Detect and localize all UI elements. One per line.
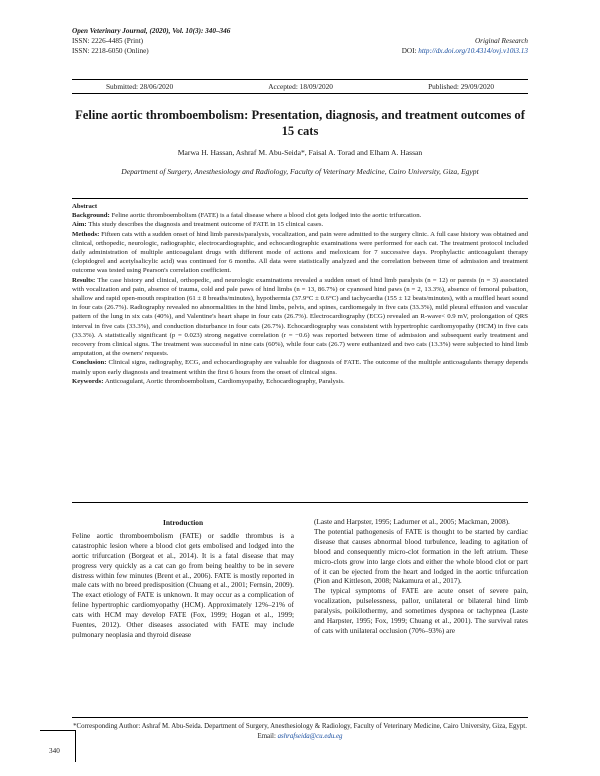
accepted-date: Accepted: 18/09/2020: [268, 82, 333, 91]
abstract-conclusion: Conclusion: Clinical signs, radiography, ECG, and echocardiography are valuable for diagnosis of FATE. The outcome of the multiple anticoagulants therapy depends mainly upon early diagnosis and treatment within the first 6 hours from the onset of clinical signs.: [72, 359, 528, 376]
article-info: [402, 36, 528, 56]
body-column-right: [314, 517, 528, 636]
issn-print: ISSN: 2226-4485 (Print): [72, 37, 144, 45]
intro-heading: Introduction: [162, 518, 204, 527]
published-date: Published: 29/09/2020: [428, 82, 494, 91]
abstract-aim: Aim: This study describes the diagnosis and treatment outcome of FATE in 15 clinical cases.: [72, 221, 324, 229]
doi-label: DOI:: [401, 47, 417, 55]
page-number: 340: [40, 730, 76, 762]
issn-online: ISSN: 2218-6050 (Online): [72, 47, 149, 55]
intro-paragraph-2-cont: (Laste and Harpster, 1995; Ladurner et al., 2005; Mackman, 2008).: [314, 517, 510, 526]
abstract-keywords: Keywords: Anticoagulant, Aortic thromboembolism, Cardiomyopathy, Echocardiography, Paralysis.: [72, 377, 345, 385]
corresponding-author-footnote: [72, 717, 528, 741]
intro-paragraph-1: Feline aortic thromboembolism (FATE) or saddle thrombus is a catastrophic lesion where a blood clot gets embolised and lodged into the aortic trifurcation (Borgeat et al., 2014). It is a fatal disease that may progress very quickly as a cat can go from being healthy to be in severe distress within few minutes (Brent et al., 2006). FATE is mostly reported in male cats with no breed predisposition (Chuang et al., 2001; Fernsin, 2009).: [72, 530, 294, 590]
abstract: [72, 198, 528, 503]
body-column-left: [72, 517, 294, 640]
abstract-methods: Methods: Fifteen cats with a sudden onset of hind limb paresis/paralysis, vocalization, and pain were admitted to the surgery clinic. A full case history was obtained and clinical, orthopedic, neurologic, radiographic, electrocardiographic, and echocardiographic examinations were performed for each cat. The treatment protocol included daily administration of multiple anticoagulant drugs with different mode of actions and meloxicam for 7 successive days. Prophylactic anticoagulant therapy (clopidogrel and acetylsalicylic acid) was continued for 6 months. All data were statistically analyzed and the correlation between time of admission and treatment outcome was tested using Pearson's correlation coefficient.: [72, 230, 528, 275]
article-type: Original Research: [474, 37, 528, 45]
intro-paragraph-2: The exact etiology of FATE is unknown. It may occur as a complication of feline hypertrophic cardiomyopathy (HCM). Approximately 12%–21% of cats with HCM may develop FATE (Fox, 1999; Hogan et al., 1999; Fuentes, 2012). Other diseases associated with FATE may include pulmonary neoplasia and thyroid disease: [72, 590, 294, 639]
dates-bar: [72, 79, 528, 94]
journal-info: [72, 26, 230, 56]
author-email-link[interactable]: ashrafseida@cu.edu.eg: [277, 732, 343, 740]
abstract-background: Background: Feline aortic thromboembolism (FATE) is a fatal disease where a blood clot gets lodged into the aortic trifurcation.: [72, 212, 422, 220]
doi-line: [402, 46, 528, 56]
journal-line: Open Veterinary Journal, (2020), Vol. 10(3): 340–346: [72, 27, 231, 35]
doi-link[interactable]: http://dx.doi.org/10.4314/ovj.v10i3.13: [418, 47, 528, 55]
corresponding-text: *Corresponding Author: Ashraf M. Abu-Seida. Department of Surgery, Anesthesiology & Radiology, Faculty of Veterinary Medicine, Cairo University, Giza, Egypt. Email:: [73, 723, 527, 740]
submitted-date: Submitted: 28/06/2020: [106, 82, 174, 91]
authors: Marwa H. Hassan, Ashraf M. Abu-Seida*, Faisal A. Torad and Elham A. Hassan: [177, 148, 423, 157]
abstract-heading: Abstract: [72, 203, 98, 210]
intro-paragraph-3: The potential pathogenesis of FATE is thought to be started by cardiac disease that causes abnormal blood turbulence, leading to agitation of blood and consequently micro-clot formation in the left atrium. These micro-clots grow into large clots and either the whole blood clot or part of it can be ejected from the heart and lodged in the aortic trifurcation (Pion and Kittleson, 2008; Nakamura et al., 2017).: [314, 526, 528, 586]
article-title: Feline aortic thromboembolism: Presentation, diagnosis, and treatment outcomes of 15 cats: [75, 108, 525, 138]
intro-paragraph-4: The typical symptoms of FATE are acute onset of severe pain, vocalization, pulselessness, pallor, unilateral or bilateral hind limb paralysis, poikilothermy, and sometimes dyspnea or tachypnea (Laste and Harpster, 1995; Fox, 1999; Chuang et al., 2001). The survival rates of cats with unilateral occlusion (70%–93%) are: [314, 586, 528, 635]
abstract-results: Results: The case history and clinical, orthopedic, and neurologic examinations revealed a sudden onset of hind limb paralysis (n = 12) or paresis (n = 3) associated with vocalization and pain, absence of trauma, cold and pale paws of hind limbs (n = 13, 86.7%) or cyanosed hind paws (n = 2, 13.3%), absence of femoral pulsation, shallow and rapid open-mouth respiration (61 ± 8 breaths/minutes), hypothermia (37.9°C ± 0.6°C) and tachycardia (155 ± 12 beats/minutes), with a muffled heart sound in four cats (26.7%). Radiography revealed no abnormalities in the hind limbs, pelvis, and spines, cardiomegaly in five cats (33.3%), mild pleural effusion and vascular pattern of the lung in six cats (40%), and Valentine's heart shape in four cats (26.7%). Electrocardiography (ECG) revealed an R-wave< 0.9 mV, prolongation of QRS interval in five cats (33.3%), and conduction disturbance in four cats (26.7%). Echocardiography was consistent with hypertrophic cardiomyopathy (HCM) in five cats (33.3%). A statistically significant (p = 0.023) strong negative correlation (r = −0.6) was reported between time of admission and subsequent early treatment and recovery from clinical signs. The treatment was successful in nine cats (60%), while four cats (26.7) were euthanized and two cats (13.3%) were subjected to hind limb amputation, at the owners' requests.: [72, 276, 528, 358]
affiliation: Department of Surgery, Anesthesiology and Radiology, Faculty of Veterinary Medicine, Cairo University, Giza, Egypt: [121, 167, 479, 176]
